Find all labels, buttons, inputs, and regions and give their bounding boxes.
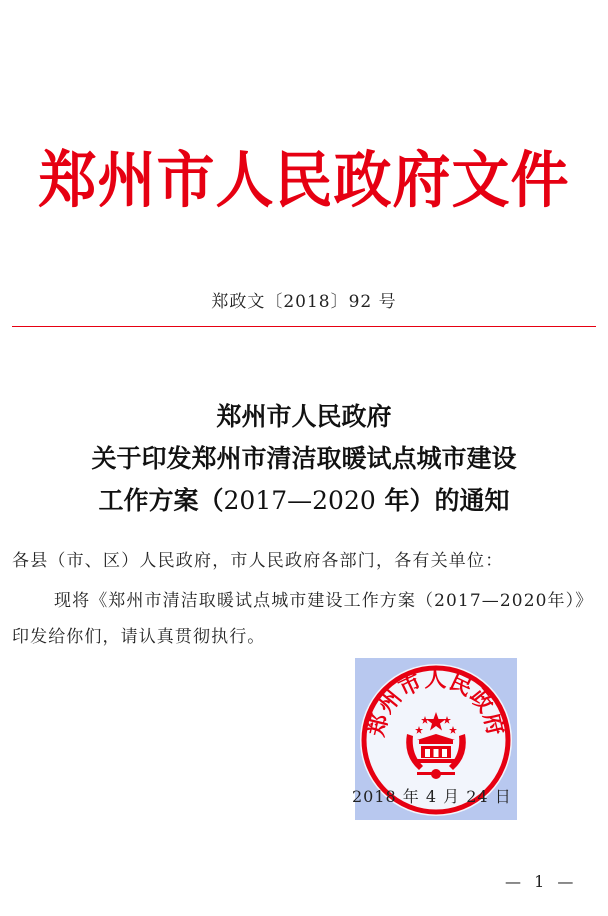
title-line-3	[0, 480, 608, 522]
document-number: 郑政文〔2018〕92 号	[211, 292, 397, 312]
title-line-3-years: 2017—2020	[223, 486, 376, 515]
document-title	[0, 396, 608, 522]
title-line-2: 关于印发郑州市清洁取暖试点城市建设	[91, 444, 517, 473]
issue-date: 2018 年 4 月 24 日	[352, 787, 512, 806]
salutation: 各县（市、区）人民政府，市人民政府各部门，各有关单位：	[12, 551, 504, 571]
page-number: — 1 —	[505, 872, 578, 891]
title-line-3-c: 年）的通知	[375, 486, 510, 515]
document-masthead: 郑州市人民政府文件	[38, 144, 570, 216]
body-paragraph: 现将《郑州市清洁取暖试点城市建设工作方案（2017—2020年）》印发给你们，请认真贯彻执行。	[12, 591, 594, 647]
red-divider-line	[12, 326, 596, 327]
title-line-1: 郑州市人民政府	[216, 402, 392, 431]
title-line-3-a: 工作方案（	[98, 486, 224, 515]
seal-text: 郑州市人民政府	[363, 666, 509, 739]
